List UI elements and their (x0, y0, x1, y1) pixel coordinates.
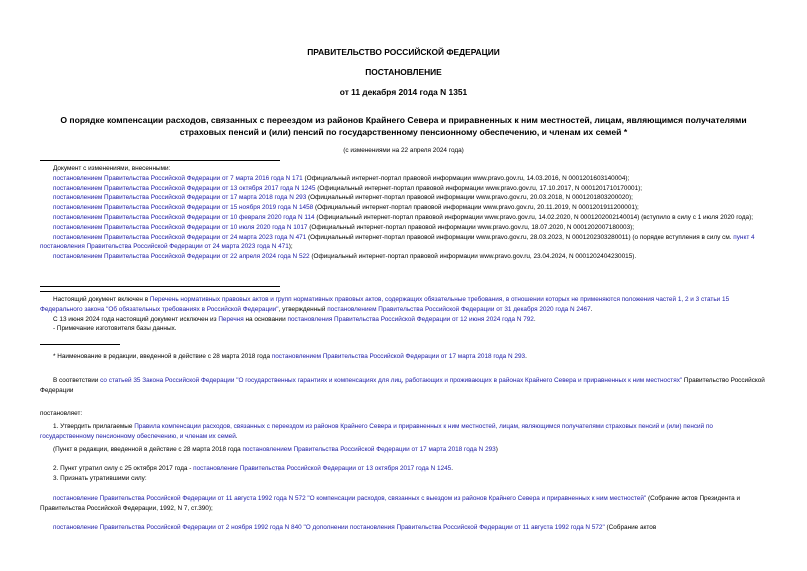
law-article-link[interactable]: со статьей 35 Закона Российской Федерации "О государственных гарантиях и компенсациях для лиц, работающих и проживающих в районах Крайнего Севера и приравненных к ним местностях" (100, 377, 683, 384)
perechen-block (40, 295, 767, 334)
clause-1-note-block (40, 445, 767, 455)
clause-2: 2. Пункт утратил силу с 25 октября 2017 года - постановление Правительства Российской Федерации от 13 октября 2017 года N 1245. (53, 465, 454, 472)
change-item: постановлением Правительства Российской Федерации от 7 марта 2016 года N 171 (Официальный интернет-портал правовой информации www.pravo.gov.ru, 14.03.2016, N 0001201603140004); (53, 174, 630, 182)
document-date-number: от 11 декабря 2014 года N 1351 (339, 87, 468, 97)
divider-footnote (40, 344, 120, 345)
perechen-link[interactable]: Перечень нормативных правовых актов и групп нормативных правовых актов, содержащих обязательные требования, в отношении которых не применяются положения частей 1, 2 и 3 статьи 15 Федерального закона "Об обязательных требованиях в Российской Федерации" (40, 296, 730, 313)
clause-1-note-link[interactable]: постановлением Правительства Российской Федерации от 17 марта 2018 года N 293 (242, 446, 496, 453)
change-link[interactable]: постановлением Правительства Российской Федерации от 15 ноября 2019 года N 1458 (53, 204, 314, 212)
divider-perechen-start (40, 291, 280, 292)
document-title: О порядке компенсации расходов, связанных с переездом из районов Крайнего Севера и приравненных к ним местностей, лицам, являющимся получателями страховых пенсий и (или) пенсий по государственному пенсионному обеспечению, и членам их семей * (60, 115, 747, 137)
change-item: постановлением Правительства Российской Федерации от 24 марта 2023 года N 471 (Официальный интернет-портал правовой информации www.pravo.gov.ru, 28.03.2023, N 0001202303280011) (о порядке вступления в силу см. пункт 4 постановления Правительства Российской Федерации от 24 марта 2023 года N 471); (40, 233, 755, 251)
repealed-item: постановление Правительства Российской Федерации от 2 ноября 1992 года N 840 "О дополнении постановления Правительства Российской Федерации от 11 августа 1992 года N 572" (Собрание актов (53, 524, 657, 531)
divider-changes-end (40, 286, 280, 287)
preamble: В соответствии со статьей 35 Закона Российской Федерации "О государственных гарантиях и компенсациях для лиц, работающих и проживающих в районах Крайнего Севера и приравненных к ним местностях" Правительство Российской Федерации (40, 377, 765, 394)
change-link-secondary[interactable]: пункт 4 постановления Правительства Российской Федерации от 24 марта 2023 года N 471 (40, 233, 755, 251)
change-link[interactable]: постановлением Правительства Российской Федерации от 24 марта 2023 года N 471 (53, 233, 307, 241)
db-maker-note: - Примечание изготовителя базы данных. (53, 325, 177, 333)
change-item: постановлением Правительства Российской Федерации от 10 февраля 2020 года N 114 (Официальный интернет-портал правовой информации www.pravo.gov.ru, 14.02.2020, N 0001202002140014) (вступило в силу с 1 июля 2020 года); (53, 213, 754, 221)
changes-intro: Документ с изменениями, внесенными: (53, 165, 171, 172)
change-link[interactable]: постановлением Правительства Российской Федерации от 17 марта 2018 года N 293 (53, 194, 307, 202)
divider-top (40, 160, 280, 161)
clause-1-block (40, 422, 767, 442)
repealed-link[interactable]: постановление Правительства Российской Федерации от 11 августа 1992 года N 572 "О компенсации расходов, связанных с выездом из районов Крайнего Севера и приравненных к ним местностей" (53, 495, 647, 502)
clause-1: 1. Утвердить прилагаемые Правила компенсации расходов, связанных с переездом из районов Крайнего Севера и приравненных к ним местностей, лицам, являющимся получателями страховых пенсий и (или) пенсий по государственному пенсионному обеспечению, и членам их семей. (40, 423, 713, 440)
change-item: постановлением Правительства Российской Федерации от 15 ноября 2019 года N 1458 (Официальный интернет-портал правовой информации www.pravo.gov.ru, 20.11.2019, N 0001201911200001); (53, 204, 639, 212)
exclusion-paragraph: С 13 июня 2024 года настоящий документ исключен из Перечня на основании постановления Правительства Российской Федерации от 12 июня 2024 года N 792. (53, 315, 536, 323)
clause-2-link[interactable]: постановление Правительства Российской Федерации от 13 октября 2017 года N 1245 (193, 465, 452, 472)
change-link[interactable]: постановлением Правительства Российской Федерации от 13 октября 2017 года N 1245 (53, 184, 316, 192)
revision-note: (с изменениями на 22 апреля 2024 года) (343, 147, 464, 154)
repealed-1-block (40, 494, 767, 514)
exclusion-basis-link[interactable]: постановления Правительства Российской Федерации от 12 июня 2024 года N 792 (287, 315, 534, 323)
perechen-approval-link[interactable]: постановлением Правительства Российской Федерации от 31 декабря 2020 года N 2467 (327, 305, 591, 313)
clause-1-note: (Пункт в редакции, введенной в действие с 28 марта 2018 года постановлением Правительства Российской Федерации от 17 марта 2018 года N 293) (53, 446, 498, 453)
repealed-item: постановление Правительства Российской Федерации от 11 августа 1992 года N 572 "О компенсации расходов, связанных с выездом из районов Крайнего Севера и приравненных к ним местностей" (Собрание актов Президента и Правительства Российской Федерации, 1992, N 7, ст.390); (40, 495, 741, 512)
change-item: постановлением Правительства Российской Федерации от 13 октября 2017 года N 1245 (Официальный интернет-портал правовой информации www.pravo.gov.ru, 17.10.2017, N 0001201710170001); (53, 184, 643, 192)
repealed-2-block (40, 523, 767, 533)
perechen-paragraph: Настоящий документ включен в Перечень нормативных правовых актов и групп нормативных правовых актов, содержащих обязательные требования, в отношении которых не применяются положения частей 1, 2 и 3 статьи 15 Федерального закона "Об обязательных требованиях в Российской Федерации", утвержденный постановлением Правительства Российской Федерации от 31 декабря 2020 года N 2467. (40, 296, 730, 313)
clause-2-block (40, 464, 767, 484)
government-heading: ПРАВИТЕЛЬСТВО РОССИЙСКОЙ ФЕДЕРАЦИИ (307, 47, 500, 57)
rules-link[interactable]: Правила компенсации расходов, связанных с переездом из районов Крайнего Севера и приравненных к ним местностей, лицам, являющимся получателями страховых пенсий и (или) пенсий по государственному пенсионному обеспечению, и членам их семей (40, 423, 713, 440)
change-item: постановлением Правительства Российской Федерации от 22 апреля 2024 года N 522 (Официальный интернет-портал правовой информации www.pravo.gov.ru, 23.04.2024, N 0001202404230015). (53, 253, 637, 261)
resolves-text: постановляет: (40, 410, 83, 417)
change-link[interactable]: постановлением Правительства Российской Федерации от 10 июля 2020 года N 1017 (53, 223, 308, 231)
footnote: * Наименование в редакции, введенной в действие с 28 марта 2018 года постановлением Правительства Российской Федерации от 17 марта 2018 года N 293. (53, 353, 527, 360)
footnote-link[interactable]: постановлением Правительства Российской Федерации от 17 марта 2018 года N 293 (271, 353, 526, 360)
resolves-block (40, 409, 767, 419)
document-type-heading: ПОСТАНОВЛЕНИЕ (365, 67, 442, 77)
footnote-block (40, 352, 767, 362)
repealed-link[interactable]: постановление Правительства Российской Федерации от 2 ноября 1992 года N 840 "О дополнении постановления Правительства Российской Федерации от 11 августа 1992 года N 572" (53, 524, 605, 531)
body-block (40, 376, 767, 396)
perechen-short-link[interactable]: Перечня (218, 315, 244, 323)
change-item: постановлением Правительства Российской Федерации от 10 июля 2020 года N 1017 (Официальный интернет-портал правовой информации www.pravo.gov.ru, 18.07.2020, N 0001202007180003); (53, 223, 635, 231)
change-item: постановлением Правительства Российской Федерации от 17 марта 2018 года N 293 (Официальный интернет-портал правовой информации www.pravo.gov.ru, 20.03.2018, N 0001201803200020); (53, 194, 633, 202)
changes-block (40, 164, 767, 262)
change-link[interactable]: постановлением Правительства Российской Федерации от 7 марта 2016 года N 171 (53, 174, 303, 182)
clause-3: 3. Признать утратившими силу: (53, 474, 147, 482)
change-link[interactable]: постановлением Правительства Российской Федерации от 10 февраля 2020 года N 114 (53, 213, 315, 221)
change-link[interactable]: постановлением Правительства Российской Федерации от 22 апреля 2024 года N 522 (53, 253, 310, 261)
